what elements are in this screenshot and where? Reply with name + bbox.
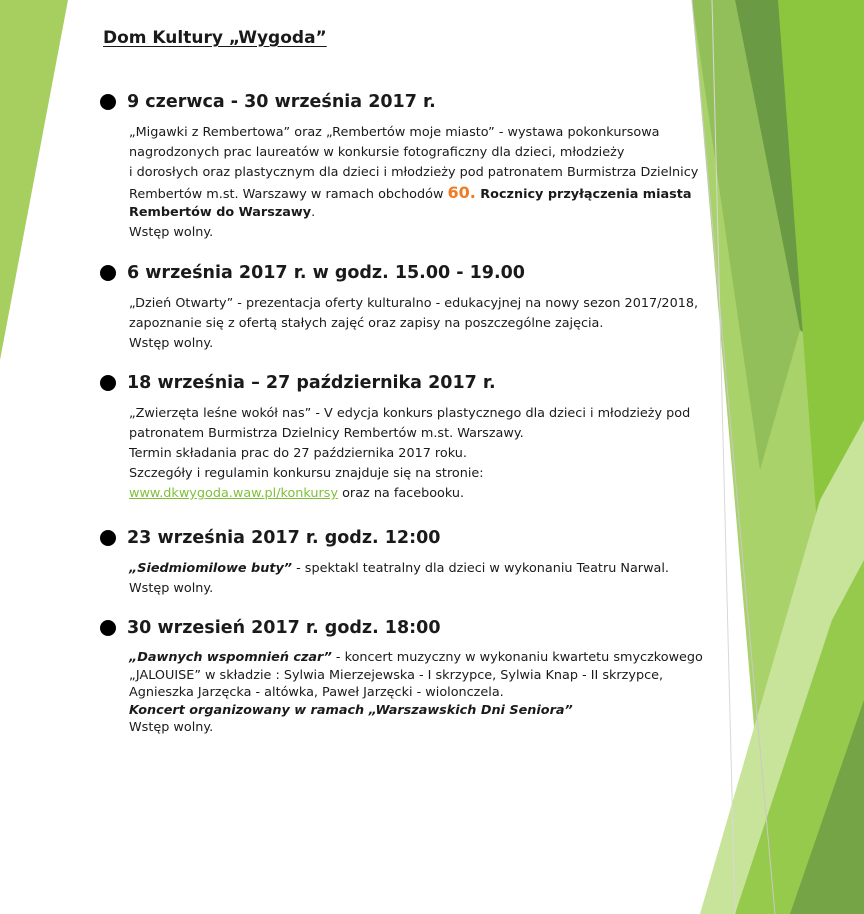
- anniversary-text: Rocznicy przyłączenia miasta: [475, 187, 692, 202]
- event-item: [100, 615, 720, 737]
- anniversary-text: Rembertów do Warszawy: [129, 205, 312, 220]
- description-line: i dorosłych oraz plastycznym dla dzieci i młodzieży pod patronatem Burmistrza Dzielnicy: [129, 165, 699, 180]
- description-line: zapoznanie się z ofertą stałych zajęć oraz zapisy na poszczególne zajęcia.: [129, 316, 604, 331]
- contest-link[interactable]: www.dkwygoda.waw.pl/konkursy: [129, 486, 339, 501]
- page-title: Dom Kultury „Wygoda”: [103, 28, 327, 48]
- event-item: [100, 260, 720, 354]
- description-line: [129, 484, 720, 504]
- admission-text: Wstęp wolny.: [129, 336, 214, 351]
- event-heading: [100, 260, 720, 286]
- description-line: Koncert organizowany w ramach „Warszawskich Dni Seniora”: [129, 702, 573, 718]
- event-description: [129, 559, 720, 599]
- bullet-icon: [100, 94, 116, 110]
- admission-text: Wstęp wolny.: [129, 225, 214, 240]
- bullet-icon: [100, 620, 116, 636]
- description-text: - koncert muzyczny w wykonaniu kwartetu smyczkowego: [331, 650, 703, 665]
- admission-text: Wstęp wolny.: [129, 581, 214, 596]
- event-date: 9 czerwca - 30 września 2017 r.: [127, 92, 436, 112]
- event-title: „Siedmiomilowe buty”: [129, 561, 293, 576]
- event-item: [100, 370, 720, 504]
- description-line: [129, 203, 720, 223]
- description-line: [129, 559, 720, 579]
- description-line: nagrodzonych prac laureatów w konkursie fotograficzny dla dzieci, młodzieży: [129, 145, 625, 160]
- event-heading: [100, 615, 720, 641]
- description-text: - spektakl teatralny dla dzieci w wykonaniu Teatru Narwal.: [292, 561, 670, 576]
- event-description: [129, 404, 720, 504]
- event-title: „Dawnych wspomnień czar”: [129, 650, 332, 665]
- event-date: 6 września 2017 r. w godz. 15.00 - 19.00: [127, 263, 525, 283]
- event-item: [100, 89, 720, 243]
- description-line: „Dzień Otwarty” - prezentacja oferty kulturalno - edukacyjnej na nowy sezon 2017/2018,: [129, 296, 699, 311]
- description-line: „JALOUISE” w składzie : Sylwia Mierzejewska - I skrzypce, Sylwia Knap - II skrzypce,: [129, 667, 664, 683]
- description-line: Szczegóły i regulamin konkursu znajduje się na stronie:: [129, 466, 484, 481]
- description-line: Agnieszka Jarzęcka - altówka, Paweł Jarzęcki - wiolonczela.: [129, 685, 504, 700]
- bullet-icon: [100, 530, 116, 546]
- event-date: 18 września – 27 października 2017 r.: [127, 373, 496, 393]
- admission-text: Wstęp wolny.: [129, 720, 214, 735]
- description-line: „Migawki z Rembertowa” oraz „Rembertów moje miasto” - wystawa pokonkursowa: [129, 125, 660, 140]
- description-line: [129, 649, 720, 667]
- description-text: oraz na facebooku.: [338, 486, 465, 501]
- event-description: [129, 294, 720, 354]
- event-date: 23 września 2017 r. godz. 12:00: [127, 528, 441, 548]
- bullet-icon: [100, 375, 116, 391]
- bullet-icon: [100, 265, 116, 281]
- event-heading: [100, 525, 720, 551]
- description-text: Rembertów m.st. Warszawy w ramach obchodów: [129, 187, 448, 202]
- event-heading: [100, 370, 720, 396]
- event-heading: [100, 89, 720, 115]
- description-line: [129, 183, 720, 203]
- description-line: „Zwierzęta leśne wokół nas” - V edycja konkurs plastycznego dla dzieci i młodzieży pod: [129, 406, 691, 421]
- description-line: Termin składania prac do 27 października 2017 roku.: [129, 446, 467, 461]
- period: .: [311, 205, 316, 220]
- anniversary-number: 60.: [447, 183, 476, 202]
- event-item: [100, 525, 720, 599]
- event-description: [129, 649, 720, 737]
- event-date: 30 wrzesień 2017 r. godz. 18:00: [127, 618, 441, 638]
- event-description: [129, 123, 720, 243]
- description-line: patronatem Burmistrza Dzielnicy Rembertów m.st. Warszawy.: [129, 426, 524, 441]
